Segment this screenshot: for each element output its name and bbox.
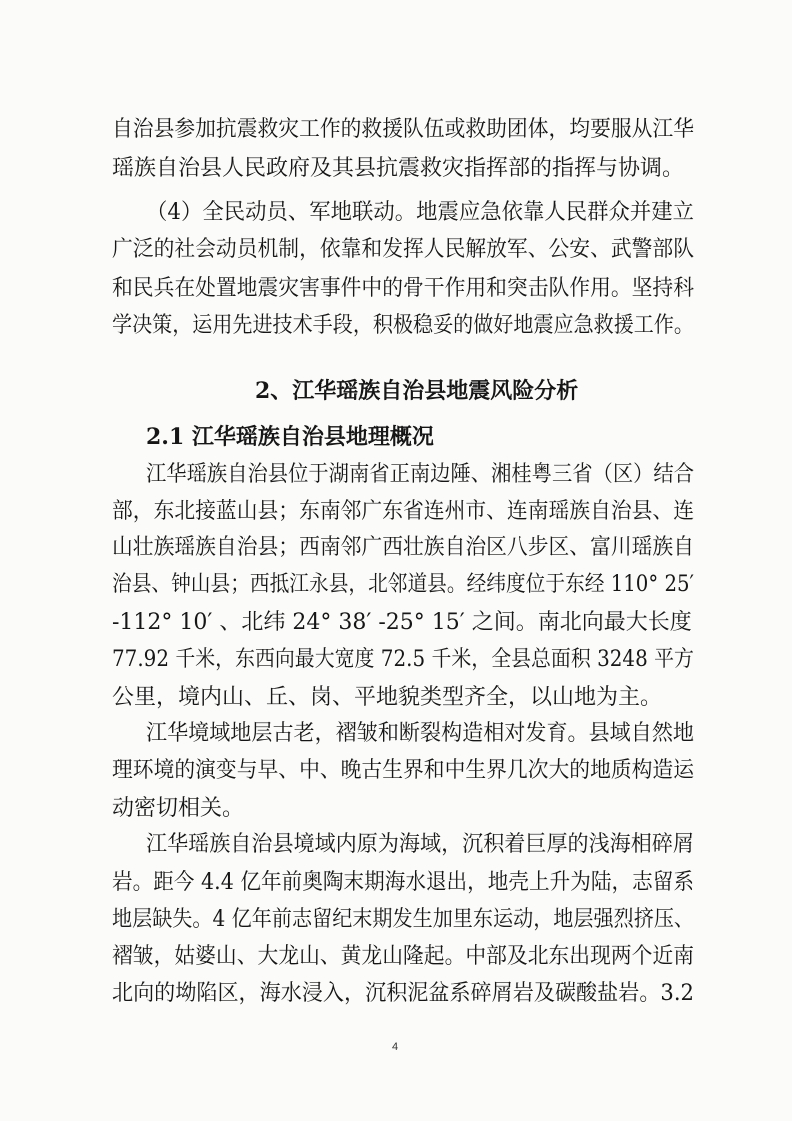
paragraph-line: （4）全民动员、军地联动。地震应急依靠人民群众并建立 [146,200,694,225]
section-title: 2、江华瑶族自治县地震风险分析 [255,378,579,404]
paragraph-line: 岩。距今 4.4 亿年前奥陶末期海水退出，地壳上升为陆，志留系 [112,870,694,895]
paragraph-line: 公里，境内山、丘、岗、平地貌类型齐全，以山地为主。 [112,685,663,710]
paragraph-line: 学决策，运用先进技术手段，积极稳妥的做好地震应急救援工作。 [112,313,694,338]
paragraph-line: 部，东北接蓝山县；东南邻广东省连州市、连南瑶族自治县、连 [112,499,695,524]
paragraph-line: 和民兵在处置地震灾害事件中的骨干作用和突击队作用。坚持科 [112,276,695,301]
paragraph-line: 北向的坳陷区，海水浸入，沉积泥盆系碎屑岩及碳酸盐岩。3.2 [112,981,694,1006]
paragraph-line: 理环境的演变与早、中、晚古生界和中生界几次大的地质构造运 [112,758,695,783]
paragraph-line: 77.92 千米，东西向最大宽度 72.5 千米，全县总面积 3248 平方 [112,647,694,672]
paragraph-line: 江华瑶族自治县位于湖南省正南边陲、湘桂粤三省（区）结合 [146,462,695,487]
page-number: 4 [392,1041,399,1053]
paragraph-line: 自治县参加抗震救灾工作的救援队伍或救助团体，均要服从江华 [112,117,695,142]
paragraph-line: 治县、钟山县；西抵江永县，北邻道县。经纬度位于东经 110° 25′ [112,572,694,597]
paragraph-line: 瑶族自治县人民政府及其县抗震救灾指挥部的指挥与协调。 [112,156,685,181]
subsection-title: 2.1 江华瑶族自治县地理概况 [146,424,434,450]
paragraph-line: 褶皱，姑婆山、大龙山、黄龙山隆起。中部及北东出现两个近南 [112,944,695,969]
paragraph-line: -112° 10′ 、北纬 24° 38′ -25° 15′ 之间。南北向最大长度 [112,610,692,635]
paragraph-line: 江华境域地层古老，褶皱和断裂构造相对发育。县域自然地 [146,721,694,746]
paragraph-line: 地层缺失。4 亿年前志留纪末期发生加里东运动，地层强烈挤压、 [112,907,695,932]
paragraph-line: 广泛的社会动员机制，依靠和发挥人民解放军、公安、武警部队 [112,237,695,262]
paragraph-line: 江华瑶族自治县境域内原为海域，沉积着巨厚的浅海相碎屑 [146,832,694,857]
paragraph-line: 山壮族瑶族自治县；西南邻广西壮族自治区八步区、富川瑶族自 [112,535,695,560]
paragraph-line: 动密切相关。 [112,796,245,821]
